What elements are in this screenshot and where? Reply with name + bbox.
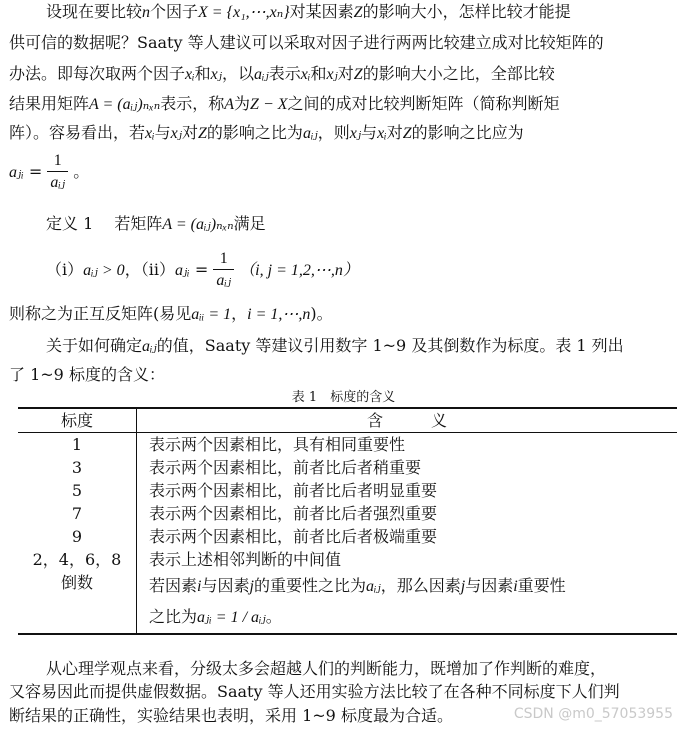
math-xj: xⱼ — [326, 66, 338, 83]
math-matrix-a: A = (aᵢⱼ)ₙₓₙ — [162, 216, 234, 233]
text: ， — [231, 304, 248, 323]
para1-line3 — [9, 63, 555, 86]
text: 若因素 — [149, 576, 198, 595]
math-equals: = — [194, 260, 209, 279]
scale-cell: 5 — [18, 479, 137, 502]
scale-cell: 2，4，6，8 — [18, 548, 137, 571]
table-row — [18, 525, 677, 548]
text: 表示 — [268, 64, 301, 83]
text: 设现在要比较 — [46, 2, 143, 21]
meaning-cell — [137, 571, 678, 634]
text: 与 — [361, 123, 378, 142]
scale-cell: 7 — [18, 502, 137, 525]
text: 对 — [386, 123, 403, 142]
scale-table — [18, 407, 677, 635]
definition-conclusion — [9, 303, 333, 326]
text: ，以 — [222, 64, 255, 83]
text: ， — [124, 260, 141, 279]
math-xi: xᵢ — [185, 66, 195, 83]
text: （ii） — [140, 260, 175, 279]
math-aji: aⱼᵢ — [174, 262, 190, 279]
para3-line3: 断结果的正确性，实验结果也表明，采用 1~9 标度最为合适。 — [9, 706, 453, 725]
math-aji: aⱼᵢ — [9, 164, 24, 181]
meaning-cell: 表示上述相邻判断的中间值 — [149, 550, 342, 569]
meaning-cell: 表示两个因素相比，前者比后者稍重要 — [149, 458, 422, 477]
meaning-cell: 表示两个因素相比，具有相同重要性 — [149, 435, 406, 454]
table-row — [18, 456, 677, 479]
math-j: j — [460, 578, 466, 595]
text: 结果用矩阵 — [9, 94, 90, 113]
text: ，则 — [317, 123, 350, 142]
math-aij: aᵢⱼ — [254, 66, 269, 83]
text: )。 — [310, 304, 333, 323]
para1-line5 — [9, 122, 524, 145]
math-i: i — [197, 578, 202, 595]
math-z: Z — [402, 125, 412, 142]
text: 的影响之比应为 — [411, 123, 524, 142]
meaning-line2 — [149, 602, 677, 633]
header-meaning: 含 义 — [366, 411, 447, 430]
scale-cell: 9 — [18, 525, 137, 548]
math-n: n — [142, 4, 151, 21]
math-a: A — [224, 96, 235, 113]
table-header-row — [18, 408, 677, 433]
text: 的影响之比为 — [206, 123, 303, 142]
math-z-minus-x: Z − X — [250, 96, 288, 113]
text: 的重要性之比为 — [253, 576, 366, 595]
math-xi: xᵢ — [145, 125, 155, 142]
math-index-range: （i, j = 1,2,⋯,n） — [239, 262, 359, 279]
math-xj: xⱼ — [170, 125, 182, 142]
watermark: CSDN @m0_57053955 — [513, 706, 673, 722]
definition-line — [46, 213, 266, 236]
meaning-cell: 表示两个因素相比，前者比后者明显重要 — [149, 481, 438, 500]
math-equals: = — [28, 162, 43, 181]
meaning-cell: 表示两个因素相比，前者比后者极端重要 — [149, 527, 438, 546]
fraction-numerator: 1 — [53, 152, 62, 169]
table-row — [18, 479, 677, 502]
text: 办法。即每次取两个因子 — [9, 64, 186, 83]
meaning-cell: 表示两个因素相比，前者比后者强烈重要 — [149, 504, 438, 523]
text: 之间的成对比较判断矩阵（简称判断矩 — [287, 94, 560, 113]
math-z: Z — [198, 125, 207, 142]
definition-label: 定义 1 — [46, 214, 94, 233]
fraction — [47, 151, 68, 194]
text: 。 — [265, 607, 282, 626]
table-caption: 表 1 标度的含义 — [291, 390, 396, 405]
table-row — [18, 433, 677, 457]
text: 和 — [310, 64, 327, 83]
text: 重要性 — [517, 576, 566, 595]
math-set-x: X = {x₁,⋯,xₙ} — [198, 4, 290, 21]
math-aij-positive: aᵢⱼ > 0 — [83, 262, 125, 279]
text: 个因子 — [150, 2, 199, 21]
math-aij: aᵢⱼ — [365, 578, 381, 595]
para2-line2: 了 1~9 标度的含义： — [9, 365, 165, 384]
text: 与 — [154, 123, 171, 142]
math-xj: xⱼ — [210, 66, 222, 83]
table-row — [18, 502, 677, 525]
fraction-denominator: aᵢⱼ — [47, 171, 68, 194]
para1-line2: 供可信的数据呢？Saaty 等人建议可以采取对因子进行两两比较建立成对比较矩阵的 — [9, 33, 604, 52]
text: 之比为 — [149, 607, 198, 626]
para2-line1 — [46, 335, 624, 358]
scale-cell: 3 — [18, 456, 137, 479]
math-xi: xᵢ — [377, 125, 387, 142]
text: 则称之为正互反矩阵(易见 — [9, 304, 192, 323]
header-scale: 标度 — [18, 408, 137, 433]
math-z: Z — [353, 66, 363, 83]
text: 对某因素 — [289, 2, 354, 21]
para3-line2: 又容易因此而提供虚假数据。Saaty 等人还用实验方法比较了在各种不同标度下人们判 — [9, 682, 620, 701]
formula-aji — [9, 150, 89, 195]
text: 对 — [337, 64, 354, 83]
text: 和 — [194, 64, 211, 83]
fraction-numerator: 1 — [219, 250, 228, 267]
text: 满足 — [233, 214, 266, 233]
text: 阵）。容易看出，若 — [9, 123, 146, 142]
math-xj: xⱼ — [349, 125, 362, 142]
text: 与因素 — [465, 576, 514, 595]
fraction — [213, 249, 234, 292]
text: 若矩阵 — [114, 214, 163, 233]
math-reciprocal: aⱼᵢ = 1 / aᵢⱼ — [197, 609, 266, 626]
text: 关于如何确定 — [46, 336, 143, 355]
text: （i） — [46, 260, 84, 279]
para1-line1 — [46, 1, 571, 24]
fraction-denominator: aᵢⱼ — [213, 269, 234, 292]
math-aii: aᵢᵢ = 1 — [191, 306, 232, 323]
para3-line1: 从心理学观点来看，分级太多会超越人们的判断能力，既增加了作判断的难度， — [46, 659, 607, 678]
text: 的影响大小，怎样比较才能提 — [362, 2, 571, 21]
text: 与因素 — [201, 576, 250, 595]
text: 为 — [234, 94, 251, 113]
math-j: j — [249, 578, 254, 595]
text: 表示，称 — [160, 94, 225, 113]
math-matrix-a: A = (aᵢⱼ)ₙₓₙ — [89, 96, 161, 113]
math-aij: aᵢⱼ — [302, 125, 318, 142]
scale-cell: 1 — [18, 433, 137, 457]
math-i: i — [513, 578, 518, 595]
meaning-line1 — [149, 571, 677, 602]
math-xi: xᵢ — [300, 66, 311, 83]
definition-conditions — [46, 248, 359, 293]
text: 的影响大小之比，全部比较 — [362, 64, 555, 83]
scale-cell: 倒数 — [18, 571, 137, 634]
math-aij: aᵢⱼ — [142, 338, 157, 355]
math-z: Z — [353, 4, 363, 21]
para1-line4 — [9, 93, 560, 116]
table-row — [18, 571, 677, 634]
math-i-range: i = 1,⋯,n — [247, 306, 311, 323]
text: 的值，Saaty 等建议引用数字 1~9 及其倒数作为标度。表 1 列出 — [156, 336, 624, 355]
text: 对 — [182, 123, 199, 142]
table-row — [18, 548, 677, 571]
text: 。 — [73, 162, 90, 181]
text: ，那么因素 — [380, 576, 461, 595]
